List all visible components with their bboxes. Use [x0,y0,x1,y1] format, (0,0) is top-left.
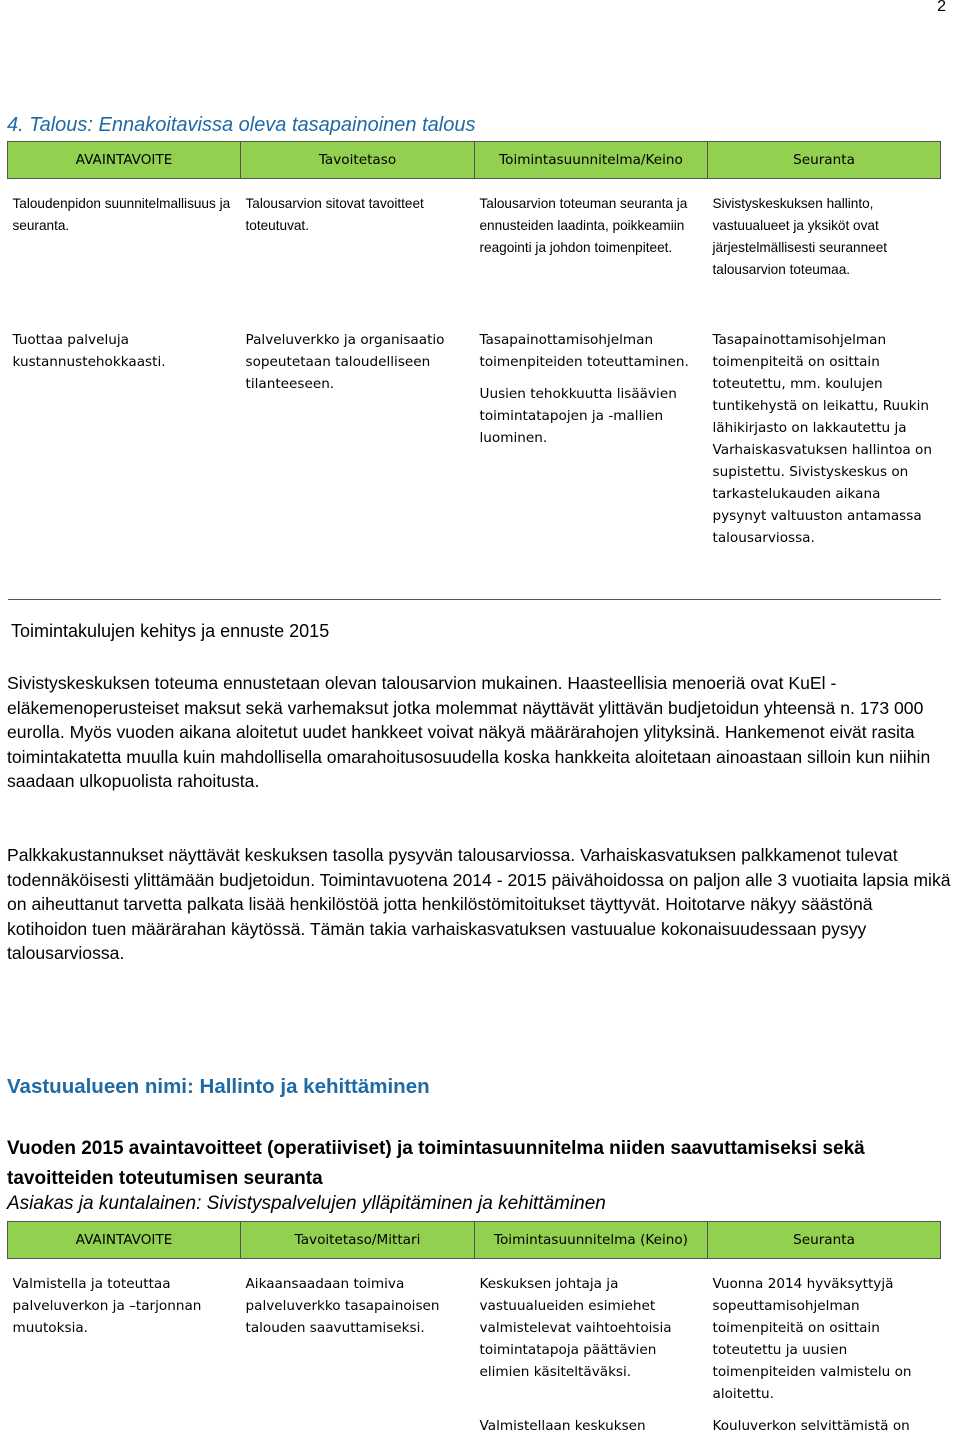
table-row [8,1415,941,1447]
vastuualue-heading: Vastuualueen nimi: Hallinto ja kehittäminen [7,1075,430,1098]
header-seuranta: Seuranta [708,1222,941,1259]
table-row [8,1259,941,1416]
cell-seuranta: Sivistyskeskuksen hallinto, vastuualueet ja yksiköt ovat järjestelmällisesti seuranneet talousarvion toteumaa. [712,196,888,277]
italic-heading: Asiakas ja kuntalainen: Sivistyspalvelujen ylläpitäminen ja kehittäminen [7,1193,606,1214]
keino-extra-text: Uusien tehokkuutta lisäävien toimintatapojen ja -mallien luominen. [479,386,677,446]
header-avaintavoite: AVAINTAVOITE [8,1222,241,1259]
subheading-toimintakulut: Toimintakulujen kehitys ja ennuste 2015 [11,621,330,641]
cell-seuranta: Kouluverkon selvittämistä on [712,1418,910,1434]
cell-keino [475,315,708,600]
header-keino: Toimintasuunnitelma/Keino [475,142,708,179]
page-number: 2 [937,0,946,15]
header-keino: Toimintasuunnitelma (Keino) [475,1222,708,1259]
cell-keino: Talousarvion toteuman seuranta ja ennusteiden laadinta, poikkeamiin reagointi ja johdon toimenpiteet. [479,196,688,255]
table-row [8,179,941,316]
table-row [8,315,941,600]
header-tavoitetaso: Tavoitetaso [241,142,475,179]
paragraph-palkkakustannukset [7,843,953,966]
cell-tavoitetaso: Talousarvion sitovat tavoitteet toteutuvat. [245,196,424,233]
cell-keino: Valmistellaan keskuksen [479,1418,646,1434]
cell-tavoitetaso: Aikaansaadaan toimiva palveluverkko tasapainoisen talouden saavuttamiseksi. [245,1276,440,1336]
header-tavoitetaso: Tavoitetaso/Mittari [241,1222,475,1259]
goals-heading: Vuoden 2015 avaintavoitteet (operatiiviset) ja toimintasuunnitelma niiden saavuttamiseksi sekä tavoitteiden toteutumisen seuranta [7,1138,865,1189]
cell-seuranta: Vuonna 2014 hyväksyttyjä sopeuttamisohjelman toimenpiteitä on osittain toteutettu ja uusien toimenpiteiden valmistelu on aloitettu. [712,1276,912,1402]
goals-table-hallinto [7,1221,941,1447]
cell-tavoitetaso [241,1415,475,1447]
table-header-row [8,142,941,179]
header-seuranta: Seuranta [708,142,941,179]
keino-text: Tasapainottamisohjelman toimenpiteiden toteuttaminen. [479,332,689,370]
table-header-row [8,1222,941,1259]
cell-keino: Keskuksen johtaja ja vastuualueiden esimiehet valmistelevat vaihtoehtoisia toimintatapoja päättävien elimien käsiteltäväksi. [479,1276,672,1380]
paragraph-text: Palkkakustannukset näyttävät keskuksen tasolla pysyvän talousarviossa. Varhaiskasvatuksen palkkamenot tulevat todennäköisesti ylittämään budjetoidun. Toimintavuotena 2014 - 2015 päivähoidossa on paljon alle 3 vuotiaita lapsia mikä on aiheuttanut tarvetta palkata lisää henkilöstöä jotta henkilöstömitoitukset täyttyvät. Hoitotarve näkyy säästönä kotihoidon tuen määrärahan käytössä. Tämän takia varhaiskasvatuksen vastuualue kokonaisuudessaan pysyy talousarviossa. [7,845,951,963]
paragraph-text: Sivistyskeskuksen toteuma ennustetaan olevan talousarvion mukainen. Haasteellisia menoeriä ovat KuEl -eläkemenoperusteiset maksut sekä varhemaksut jotka molemmat näyttävät ylittävän budjetoidun yhteensä n. 173 000 eurolla. Myös vuoden aikana aloitetut uudet hankkeet voivat näkyä määrärahojen ylityksinä. Hankemenot eivät rasita toimintakatetta muulla kuin mahdollisella omarahoitusosuudella koska hankkeita aloitetaan ainoastaan silloin kun niihin saadaan ulkopuolista rahoitusta. [7,673,931,791]
cell-tavoitetaso: Palveluverkko ja organisaatio sopeutetaan taloudelliseen tilanteeseen. [241,315,475,600]
header-avaintavoite: AVAINTAVOITE [8,142,241,179]
goals-table-talous [7,141,941,600]
cell-avaintavoite: Taloudenpidon suunnitelmallisuus ja seuranta. [12,196,231,233]
cell-seuranta: Tasapainottamisohjelman toimenpiteitä on osittain toteutettu, mm. koulujen tuntikehystä on leikattu, Ruukin lähikirjasto on lakkautettu ja Varhaiskasvatuksen hallintoa on supistettu. Sivistyskeskus on tarkastelukauden aikana pysynyt valtuuston antamassa talousarviossa. [708,315,941,600]
section-heading: 4. Talous: Ennakoitavissa oleva tasapainoinen talous [7,114,476,136]
cell-avaintavoite [8,1415,241,1447]
cell-avaintavoite: Valmistella ja toteuttaa palveluverkon ja –tarjonnan muutoksia. [12,1276,202,1336]
paragraph-toteuma [7,671,953,794]
cell-avaintavoite: Tuottaa palveluja kustannustehokkaasti. [8,315,241,600]
